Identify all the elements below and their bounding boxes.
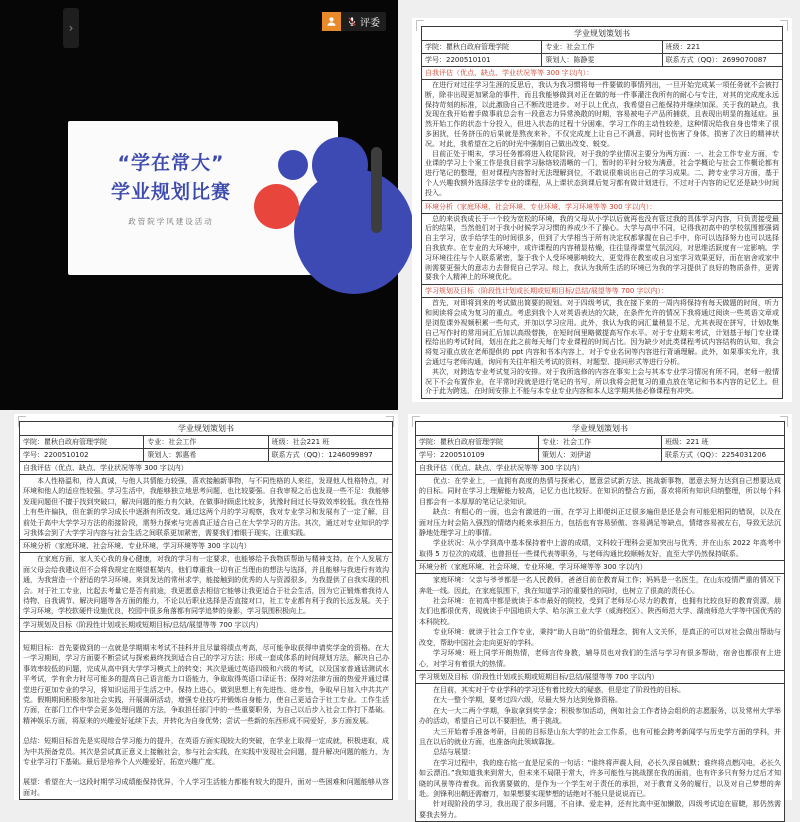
student-id-cell: 学号：2200510109 [416,449,539,462]
paragraph: 首先，对即将到来的考试做出简要的规划。对于四级考试，我在接下来的一周内将保持有每天做题的时间，听力和阅读将会成为复习的重点。考虑到我个人对英语表达的欠缺，在条件允许的情况下我将通过阅读一些英语文章或是浏览课外视频积累一些句式，并加以学习应用。此外，我认为我的词汇量稍显不足，尤其表现在拼写，计划收集自己写作时的常用词汇后加以高级替换，在短时间里略微提高写作水平。对于专业期末考试，计划基于每门专业课程给出的考试时间，划出在此之前每天每门专业课程的时间占比。因为缺少对此类课程考试内容结构的认知，我会将复习重点放在老师提供的 ppt 内容和书本内容上，对于专业名词等内容进行背诵理解。此外，如果事实允许，我会通过与老师沟通，询问有关往年相关考试的资料，对题型、提问形式等进行分析。 [425,299,779,366]
document-page-bottom-right [408,414,792,819]
section-body-environment [20,553,393,618]
mic-muted-icon [347,16,357,27]
paragraph: 在大一大二两个学期，争取拿到奖学金；积极参加活动，例如社会工作者协会组织的志愿服务，以及常州大学举办的活动，希望自己可以不要胆怯，勇于挑战。 [419,706,781,726]
section-body-environment [422,213,783,285]
section-body-goals [20,631,393,799]
info-row [20,436,393,449]
doc-title: 学业规划策划书 [422,27,783,41]
video-scrollbar-thumb[interactable] [371,147,382,233]
paragraph: 在进行对过往学习生涯的反思后，我认为我习惯将每一件要做的事情列出，一旦开始完成某一项任务就不会被打断，除非出现更加紧急的事件，而且我能够做到对正在做的每一件事灌注我所有的耐心与专注，对其的完成度永远保持苛刻的标准，以此激励自己不断改进进步。对于以上优点，我希望自己能保持并继续加深。关于我的缺点，我发现在我开始着手做事前总会有一段意志力异常涣散的时期，容易被电子产品所捕获，且表现出明显的拖延症。虽然开始工作的状态十分投入，但进入状态的过程十分困难，学习工作的主动性较差，这种情况给我自身也带来了很多困扰，任务挤压的后果就是熬夜来补，不仅完成度上让自己不满意，同时也伤害了身体，损害了次日的精神状况。对此，我希望在之后的时光中强制自己做出改变、蜕变。 [425,81,779,148]
section-body-self-evaluation [416,475,785,561]
paragraph: 社会环境：在初高中都是就读于本市最好的院校，受到了老师尽心尽力的教育，也拥有比较良好的教育资源，朋友们也都很优秀，现就读于中国地质大学、哈尔滨工业大学（威海校区）、陕西师范大学、湖南师范大学等中国优秀的本科院校。 [419,597,781,626]
paragraph: 其次，对跨选专业考试复习的安排。对于我所选修的内容在事实上会与其本专业学习情况有所不同，老师一般情况下不会布置作业，在平常时段就是进行笔记的书写，所以我将会把复习的重点放在笔记和书本内容的记忆上。但介于此为跨选，在时间安排上不能与本专业专业内容和本人这学期其他必修课程有冲突。 [425,367,779,396]
section-heading-goals: 学习规划及目标（阶段性计划或长期或短期目标/总结/展望等等 700 字以内） [416,670,785,683]
info-row [422,54,783,67]
paragraph: 学习环境：班上同学开朗热情，老师言传身教，辅导员也对我们的生活与学习有很多帮助，宿舍也都很有上进心，对学习有着很大的热情。 [419,649,781,668]
paragraph: 学业状况：从小学到高中基本保持着中上游的成绩，文科较于理科会更加突出与优秀，并在山东 2022 年高考中取得 5 万位次的成绩，也曾担任一些课代表等职务，与老师沟通比较顺畅友好，直至大学仍然保持联系。 [419,539,781,558]
class-cell: 班级：221 班 [662,436,785,449]
paragraph: 缺点：有粗心的一面，也会有激进的一面，在学习上即便纠正过很多遍但是还是会有可能犯相同的错误，以及在面对压力时会陷入强烈的情绪内耗来承担压力，包括也有容易骄傲、容易满足等缺点，情绪容易被左右，导致无法沉静地处理学习上的事情。 [419,508,781,538]
info-row [20,449,393,462]
section-heading-environment: 环境分析（家庭环境、社会环境、专业环境、学习环境等等 300 字以内）： [422,200,783,213]
paragraph: 在学习过程中，我的座右铭一直是尼采的一句话：“谁终将声震人间，必长久深自缄默；谁终将点燃闪电，必长久如云漂泊。”我知道我来到常大，但未来不局限于常大，许多可能性与挑战摆在我的面前，也有许多只有努力过后才知晓的风景等待着我。而我需要做的，是作为一个学生对于责任的承担，对于教育义务的履行，以及对自己梦想的奔赴。剑锋利出鞘还需磨刀，如果想要实现梦想的话绝对不能只是说说而已。 [419,758,781,798]
member-role-icon [322,12,341,31]
class-cell: 班级：221 [662,41,782,54]
panel-expand-tab[interactable] [63,8,79,48]
section-heading-environment: 环境分析（家庭环境、社会环境、专业环境、学习环境等等 300 字以内） [20,540,393,553]
slide-red-circle-decoration [254,184,299,229]
college-cell: 学院：瞿秋白政府管理学院 [416,436,539,449]
paragraph: 目前正处于期末，学习任务都将进入收尾阶段，对于我的学业情况主要分为两方面：一、社会工作专业方面，专业课的学习上个案工作是我目前学习脉络较清晰的一门，暂时的平时分较为满意，社会学概论与社会工作概论都有进行笔记的整理，但对课程内容暂时无法理解到位，不敢说很难说出自己的学习成果。二、跨专业学习方面，基于个人兴趣我额外选择法学专业的课程，从上课状态到课后复习都有做计划进行，不过对于内容的记忆还是缺少时间投入。 [425,149,779,197]
doc-title: 学业规划策划书 [20,422,393,436]
contact-cell: 联系方式（QQ）：1246099897 [268,449,392,462]
paragraph: 总的来说我成长于一个较为宽松的环境，我的父母从小学以后就再也没有管过我的具体学习内容，只负责接受最后的结果，当然他们对于我小时候学习习惯的养成少不了操心。大学与高中不同，记得我初高中的学校氛围都强调自主学习，放手给学生的时间很多，但到了大学相当于所有决定权都掌握在自己手中，你可以选择努力也可以选择自我放弃。在专业的大环境中，或许课程的内容稍显枯燥，往往显得课堂气氛沉闷，对思维活跃度有一定影响。学习环境往往与个人联系紧密，鉴于我个人受环境影响较大，更觉得在教室或自习室学习效果更好，而在宿舍或家中则需要更强大的意志力去督促自己学习。综上，我认为我所生活的环境已为我的学习提供了良好的物质条件，更需要我个人精神上的环境优化。 [425,214,779,282]
section-body-goals [422,298,783,399]
major-cell: 专业：社会工作 [144,436,268,449]
section-heading-self-evaluation: 自我评估（优点、缺点、学业状况等等 300 字以内） [416,462,785,475]
student-id-cell: 学号：2200510101 [422,54,542,67]
info-row [416,436,785,449]
document-page-bottom-left [14,414,398,800]
planner-cell: 策划人：郭惠希 [144,449,268,462]
paragraph: 短期目标：首先要做到的一点就是学期期末考试不挂科并且尽量将绩点考高，尽可能争取获得申请奖学金的资格。在大一学习期间，学习方面要不断尝试与探索最终找到适合自己的学习方法；形成一套成体系的时间规划方法，解决自己办事效率较低的问题，完成从高中到大学学习模式上的转变；其次是通过英语四级和六级的考试，以及国家普通话测试水平考试，学有余力时尽可能多的提高自己语言能力口语能力，争取取得英语口译证书；保持对法律方面的热爱并通过课堂进行更加专业的学习，将知识运用于生活之中。保持上进心，做到思想上有先进性、进步性，争取早日加入中共共产党。假期期间积极参加社会实践，开展调研活动，增强专业技巧并锻炼自身能力，使自己更适合于社工专业。工作生活方面，在部门工作中学会更多处理问题的方法，争取担任部门中的一些重要职务，为自己以后步入社会工作打下基础。精神娱乐方面，将原来的兴趣爱好延续下去，并转化为自身优势；尝试一些新的东西形成不同爱好，多方面发展。 [23,643,389,725]
plan-table [421,26,783,399]
paragraph: 专业环境：就读于社会工作专业，秉持“助人自助”的价值理念，拥有人文关怀，是真正的可以对社会做出帮助与改变，帮助中国社会走向更好的学科。 [419,628,781,647]
section-heading-self-evaluation: 自我评估（优点、缺点、学业状况等等 300 字以内） [20,462,393,475]
slide-title-line2: 学业规划比赛 [110,181,231,203]
planner-cell: 策划人：刘伊诺 [539,449,662,462]
paragraph: 在目前，其实对于专业学科的学习还有着比较大的疑惑，但是定了阶段性的目标。 [433,685,685,694]
meeting-video-panel [0,0,398,410]
section-heading-goals: 学习规划及目标（阶段性计划或长期或短期目标/总结/展望等等 700 字以内） [20,618,393,631]
section-body-self-evaluation [422,80,783,201]
section-body-environment [416,574,785,671]
doc-title: 学业规划策划书 [416,422,785,436]
slide-subtitle: 政管院学风建设活动 [128,217,214,226]
major-cell: 专业：社会工作 [539,436,662,449]
paragraph: 在大一整个学期，要考过四六级，尽最大努力达到免修资格。 [433,696,622,705]
planner-cell: 策划人：陈静雯 [542,54,662,67]
presentation-slide [68,121,338,275]
section-heading-self-evaluation: 自我评估（优点、缺点、学业状况等等 300 字以内）： [422,67,783,80]
paragraph: 展望：希望在大一这段时期学习成绩能保持优异，个人学习生活能力都能有较大的提升，面对一些困难和问题能够从容面对。 [23,778,389,797]
slide-text-block [86,149,256,227]
plan-table [19,421,393,800]
info-row [416,449,785,462]
contact-cell: 联系方式（QQ）：2254031206 [662,449,785,462]
section-body-goals [416,683,785,821]
paragraph: 家庭环境：父亲与爷爷都是一名人民教师，爸爸目前在教育局工作；妈妈是一名医生，在山东疫情严重的情况下奔赴一线。因此，在家庭氛围下，我在知道学习的重要性的同时，也树立了很高的责任心。 [419,576,781,595]
class-cell: 班级：社会221 班 [268,436,392,449]
paragraph: 总结与展望： [433,748,475,757]
section-body-self-evaluation [20,475,393,540]
slide-blue-blob-decoration [294,169,414,294]
contact-cell: 联系方式（QQ）：2699070087 [662,54,782,67]
paragraph: 优点：在学业上，一直拥有高度的热情与探索心，愿意尝试新方法、挑战新事物，愿意去努力达到自己想要达成的目标。同时在学习上理解能力较高，记忆力也比较好。在知识的整合方面，喜欢将所有知识归纳整理，所以每个科目都会有一本厚厚的笔记记录知识。 [419,477,781,506]
paragraph: 总结：短期目标首先是实现综合学习能力的提升，在英语方面实现较大的突破，在学业上取得一定成就，积极进取，成为中共预备党员。其次是尝试真正意义上接触社会，参与社会实践，在实践中发现社会问题，提升解决问题的能力，为专业学习打下基础。最后是培养个人兴趣爱好，拓宽兴趣广度。 [23,737,389,766]
college-cell: 学院：瞿秋白政府管理学院 [20,436,144,449]
section-heading-goals: 学习规划及目标（阶段性计划或长期或短期目标/总结/展望等等 700 字以内）： [422,285,783,298]
paragraph: 大三开始着手准备考研，目前的目标是山东大学的社会工作系，也有可能会跨考新闻学与历史学方面的学科，并且在以后的就业方面，也准备向此领域靠拢。 [419,727,781,746]
paragraph: 本人性格温和，待人真诚，与他人共情能力较强，喜欢接触新事物，与不同性格的人来往，发现他人性格特点，对环境和他人的适应性较强。学习生活中，我能够独立地思考问题，也比较要强。自我审视之后也发现一些不足：我能够发现问题但不擅于找到突破口，解决问题的能力有欠缺，在做事时顾虑比较多，犹豫时间过长导致效率较低。我在性格上有些许偏执，但在新的学习成长中逐渐有所改变。通过这两个月的学习观察，我对专业学习和发展有了一定了解，目前处于高中大学学习方法的衔接阶段，需努力探索与完善真正适合自己在大学学习的方法。其次，通过对专业知识的学习我体会到了大学学习内容与社会生活之间联系更加紧密，需要我们着眼于现实，注重实践。 [23,477,389,538]
person-icon [326,16,337,27]
plan-table [415,421,785,822]
paragraph: 在家庭方面，家人关心我的身心健康，对我的学习有一定要求，也能够给予我物质帮助与精神支持。在个人发展方面父母会给我建议但不会将我规定在期望框架内，他们尊重我一切有正当理由的想法与选择，并且能够与我进行有效沟通，为我营造一个舒适的学习环境。来到发达的常州求学，能接触到的优秀的人与资源很多，为我提供了自我实现的机会。对于社工专业，比起去考量它是否有前途，我更愿意去相信它能够让我更适合于社会生活，因为它正锻炼着我待人待物、自我调节、解决问题等各方面的能力，不论以后职业选择是否直接对口，社工专业都有利于我的长远发展。关于学习环境，学校软硬件设施优良，校园中很多角落都有同学追梦的身影，学习氛围积极向上。 [23,555,389,616]
participant-badge[interactable] [322,12,386,31]
participant-name-label: 评委 [360,18,380,29]
student-id-cell: 学号：2200510102 [20,449,144,462]
major-cell: 专业：社会工作 [542,41,662,54]
slide-blue-circle-decoration [278,150,308,180]
slide-title-line1: “学在常大” [117,152,225,174]
college-cell: 学院：瞿秋白政府管理学院 [422,41,542,54]
paragraph: 针对现阶段的学习，我出现了很多问题，不自律、爱走神，还有比高中更加懒散，四级考试迫在眉睫，那仍然需要我去努力。 [419,800,781,819]
chevron-right-icon: › [68,21,74,35]
info-row [422,41,783,54]
section-heading-environment: 环境分析（家庭环境、社会环境、专业环境、学习环境等等 300 字以内） [416,561,785,574]
document-page-top-right [412,18,792,402]
participant-name-badge [341,12,386,31]
